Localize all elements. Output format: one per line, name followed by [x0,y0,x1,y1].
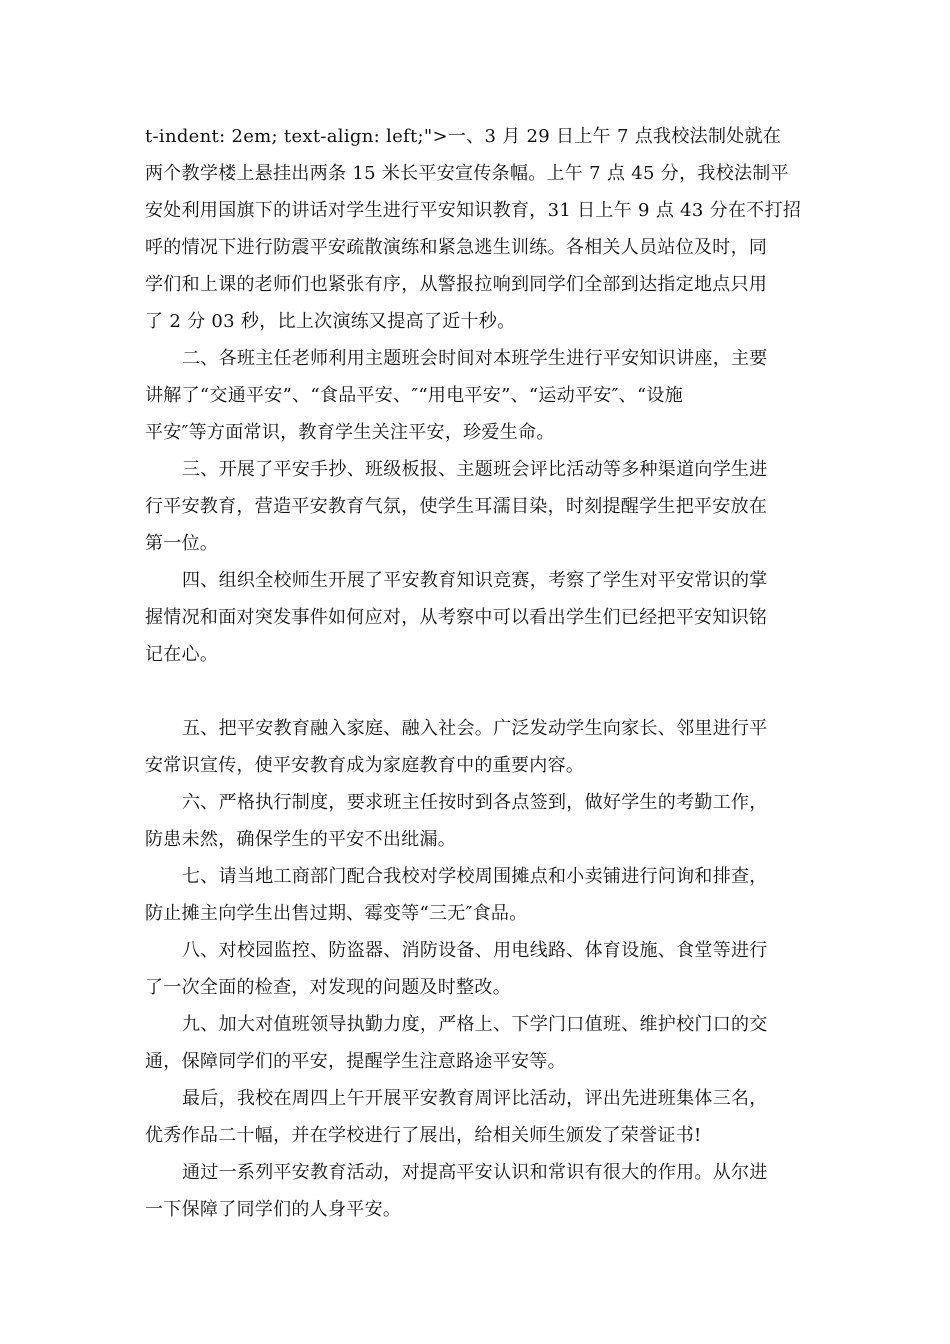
paragraph-11: 通过一系列平安教育活动，对提高平安认识和常识有很大的作用。从尔进 一下保障了同学们的人身平安。 [145,1162,768,1220]
paragraph-4: 四、组织全校师生开展了平安教育知识竞赛，考察了学生对平安常识的掌 握情况和面对突发事件如何应对，从考察中可以看出学生们已经把平安知识铭 记在心。 [145,570,768,665]
paragraph-3: 三、开展了平安手抄、班级板报、主题班会评比活动等多种渠道向学生进 行平安教育，营造平安教育气氛，使学生耳濡目染，时刻提醒学生把平安放在 第一位。 [145,459,768,554]
paragraph-10: 最后，我校在周四上午开展平安教育周评比活动，评出先进班集体三名， 优秀作品二十幅，并在学校进行了展出，给相关师生颁发了荣誉证书! [145,1088,768,1146]
paragraph-8: 八、对校园监控、防盗器、消防设备、用电线路、体育设施、食堂等进行 了一次全面的检查，对发现的问题及时整改。 [145,940,768,998]
paragraph-2: 二、各班主任老师利用主题班会时间对本班学生进行平安知识讲座，主要 讲解了“交通平安”、“食品平安、″“用电平安”、“运动平安″、“设施 平安″等方面常识，教育学生关注平安，珍爱生命。 [145,348,768,443]
paragraph-1: t-indent: 2em; text-align: left;">一、3 月 29 日上午 7 点我校法制处就在 两个教学楼上悬挂出两条 15 米长平安宣传条幅。上午 7 点 45 分，我校法制平 安处利用国旗下的讲话对学生进行平安知识教育，31 日上午 9 点 43 分在不打招 呼的情况下进行防震平安疏散演练和紧急逃生训练。各相关人员站位及时，同 学们和上课的老师们也紧张有序，从警报拉响到同学们全部到达指定地点只用 了 2 分 03 秒，比上次演练又提高了近十秒。 [145,126,802,332]
paragraph-5: 五、把平安教育融入家庭、融入社会。广泛发动学生向家长、邻里进行平 安常识宣传，使平安教育成为家庭教育中的重要内容。 [145,718,768,776]
paragraph-9: 九、加大对值班领导执勤力度，严格上、下学门口值班、维护校门口的交 通，保障同学们的平安，提醒学生注意路途平安等。 [145,1014,768,1072]
paragraph-6: 六、严格执行制度，要求班主任按时到各点签到，做好学生的考勤工作， 防患未然，确保学生的平安不出纰漏。 [145,792,768,850]
paragraph-gap [145,673,805,710]
document-body [145,118,805,1228]
paragraph-7: 七、请当地工商部门配合我校对学校周围摊点和小卖铺进行问询和排查， 防止摊主向学生出售过期、霉变等“三无″食品。 [145,866,768,924]
